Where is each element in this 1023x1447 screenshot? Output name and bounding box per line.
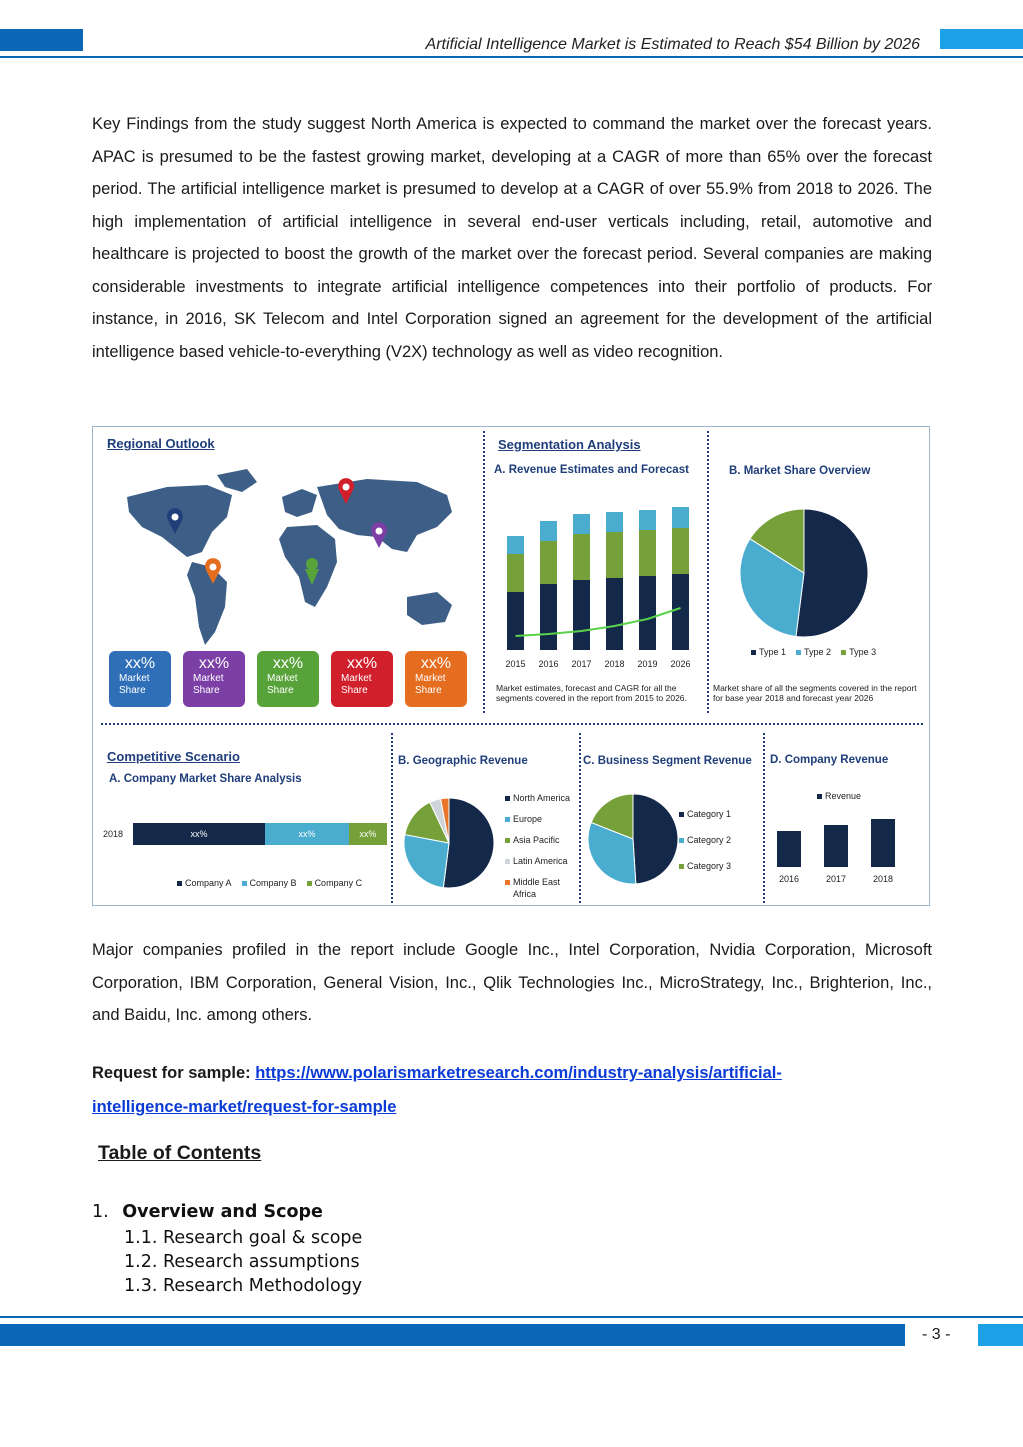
company-share-segment: xx% [133, 823, 265, 845]
geographic-revenue-title: B. Geographic Revenue [398, 755, 528, 767]
revenue-bar-segment [606, 512, 623, 532]
toc-section-title: Overview and Scope [122, 1202, 323, 1222]
header-band-right [940, 29, 1023, 49]
south-america-pin-icon [203, 557, 223, 585]
toc-item[interactable]: 1.2. Research assumptions [124, 1252, 360, 1272]
revenue-bar-segment [540, 584, 557, 650]
revenue-bar-segment [573, 534, 590, 580]
divider-vertical-5 [763, 733, 765, 903]
world-map [107, 457, 473, 649]
revenue-bar-segment [507, 592, 524, 650]
market-share-caption: Market share of all the segments covered in the report for base year 2018 and forecast year 2026 [713, 683, 917, 703]
legend-item: Type 2 [796, 647, 831, 657]
geographic-slice [443, 798, 494, 888]
market-share-badge: xx% Market Share [109, 651, 171, 707]
revenue-bar-segment [672, 574, 689, 650]
company-revenue-chart [769, 807, 919, 887]
toc-title: Table of Contents [98, 1142, 262, 1164]
page-number: - 3 - [922, 1326, 951, 1343]
company-share-legend [177, 878, 372, 888]
footer-rule [0, 1316, 1023, 1318]
company-revenue-tick-label: 2016 [778, 874, 800, 884]
divider-horizontal [101, 723, 923, 725]
company-revenue-bar [871, 819, 895, 867]
footer-band-right [978, 1324, 1023, 1346]
revenue-bar-segment [606, 532, 623, 578]
divider-vertical-1 [483, 431, 485, 713]
legend-item: Category 2 [679, 827, 731, 853]
legend-item: Africa [513, 889, 537, 899]
market-share-badge: xx% Market Share [183, 651, 245, 707]
header-title: Artificial Intelligence Market is Estimated to Reach $54 Billion by 2026 [425, 36, 920, 53]
revenue-tick-label: 2026 [670, 659, 691, 669]
company-share-bar [133, 823, 387, 845]
footer-band [0, 1324, 905, 1346]
revenue-bar-segment [672, 507, 689, 528]
company-revenue-bar [777, 831, 801, 867]
revenue-bar-segment [540, 521, 557, 541]
company-share-title: A. Company Market Share Analysis [109, 773, 302, 785]
request-label: Request for sample: [92, 1064, 256, 1082]
company-revenue-legend: Revenue [817, 791, 861, 801]
north-america-pin-icon [165, 507, 185, 535]
revenue-tick-label: 2015 [505, 659, 526, 669]
legend-item: Middle East [505, 872, 570, 893]
europe-pin-icon [336, 477, 356, 505]
market-share-slice [796, 509, 868, 637]
revenue-bar-segment [507, 554, 524, 592]
legend-item: Category 1 [679, 801, 731, 827]
market-share-badge: xx% Market Share [405, 651, 467, 707]
toc-items [124, 1226, 362, 1298]
geographic-slice [404, 835, 449, 888]
market-share-title: B. Market Share Overview [729, 465, 871, 477]
company-revenue-bar [824, 825, 848, 867]
revenue-estimates-caption: Market estimates, forecast and CAGR for all the segments covered in the report from 2015 to 2026. [496, 683, 687, 703]
request-sample [92, 1056, 952, 1124]
market-share-badge: xx% Market Share [331, 651, 393, 707]
revenue-estimates-title: A. Revenue Estimates and Forecast [494, 464, 689, 476]
legend-item: Latin America [505, 851, 570, 872]
revenue-bar-segment [573, 514, 590, 534]
revenue-bar-segment [639, 510, 656, 530]
header-band-left [0, 29, 83, 51]
divider-vertical-3 [391, 733, 393, 903]
toc-section [92, 1202, 323, 1222]
toc-item[interactable]: 1.3. Research Methodology [124, 1276, 363, 1296]
market-infographic [92, 426, 930, 906]
business-segment-legend [679, 801, 731, 879]
revenue-estimates-chart [493, 505, 703, 675]
business-segment-title: C. Business Segment Revenue [583, 755, 752, 767]
legend-item: Company B [242, 878, 297, 888]
legend-item: Type 1 [751, 647, 786, 657]
competitive-title: Competitive Scenario [107, 749, 240, 764]
legend-item: Company A [177, 878, 232, 888]
revenue-bar-segment [639, 530, 656, 576]
revenue-tick-label: 2019 [637, 659, 658, 669]
revenue-tick-label: 2016 [538, 659, 559, 669]
revenue-bar-segment [639, 576, 656, 650]
company-share-segment: xx% [349, 823, 387, 845]
market-share-badge: xx% Market Share [257, 651, 319, 707]
revenue-bar-segment [606, 578, 623, 650]
business-segment-pie [587, 793, 679, 885]
segmentation-title: Segmentation Analysis [498, 437, 641, 452]
legend-item: North America [505, 788, 570, 809]
legend-item: Company C [307, 878, 363, 888]
geographic-revenue-pie [403, 797, 495, 889]
key-findings-paragraph: Key Findings from the study suggest North America is expected to command the market over the forecast years. APAC is presumed to be the fastest growing market, developing at a CAGR of more than 65% over the forecast period. The artificial intelligence market is presumed to develop at a CAGR of over 55.9% from 2018 to 2026. The high implementation of artificial intelligence in several end-user verticals including, retail, automotive and healthcare is projected to boost the growth of the market over the forecast period. Several companies are making considerable investments to integrate artificial intelligence competences into their portfolio of products. For instance, in 2016, SK Telecom and Intel Corporation signed an agreement for the development of the artificial intelligence based vehicle-to-everything (V2X) technology as well as video recognition. [92, 115, 932, 361]
divider-vertical-4 [579, 733, 581, 903]
major-companies-paragraph: Major companies profiled in the report include Google Inc., Intel Corporation, Nvidia Corporation, Microsoft Corporation, IBM Corporation, General Vision, Inc., Qlik Technologies Inc., MicroStrategy, Inc., Brighterion, Inc., and Baidu, Inc. among others. [92, 941, 932, 1024]
revenue-bar-segment [507, 536, 524, 554]
company-revenue-title: D. Company Revenue [770, 754, 889, 766]
legend-item: Category 3 [679, 853, 731, 879]
divider-vertical-2 [707, 431, 709, 713]
regional-outlook-title: Regional Outlook [107, 436, 215, 451]
legend-item: Type 3 [841, 647, 876, 657]
company-bar-year: 2018 [103, 829, 124, 839]
company-revenue-tick-label: 2017 [825, 874, 847, 884]
geographic-revenue-legend [505, 788, 570, 905]
market-share-pie [738, 507, 870, 639]
revenue-tick-label: 2017 [571, 659, 592, 669]
header-rule [0, 56, 1023, 58]
legend-item: Asia Pacific [505, 830, 570, 851]
revenue-bar-segment [672, 528, 689, 574]
revenue-tick-label: 2018 [604, 659, 625, 669]
company-revenue-tick-label: 2018 [872, 874, 894, 884]
toc-item[interactable]: 1.1. Research goal & scope [124, 1228, 363, 1248]
legend-item: Europe [505, 809, 570, 830]
business-segment-slice [633, 794, 678, 884]
asia-pin-icon [369, 521, 389, 549]
revenue-bar-segment [540, 541, 557, 584]
company-share-segment: xx% [265, 823, 349, 845]
market-share-legend [751, 647, 886, 657]
toc-section-number: 1. [92, 1202, 109, 1222]
revenue-bar-segment [573, 580, 590, 650]
request-sample-link[interactable]: https://www.polarismarketresearch.com/industry-analysis/artificial- intelligence-market/request-for-sample [92, 1064, 782, 1116]
